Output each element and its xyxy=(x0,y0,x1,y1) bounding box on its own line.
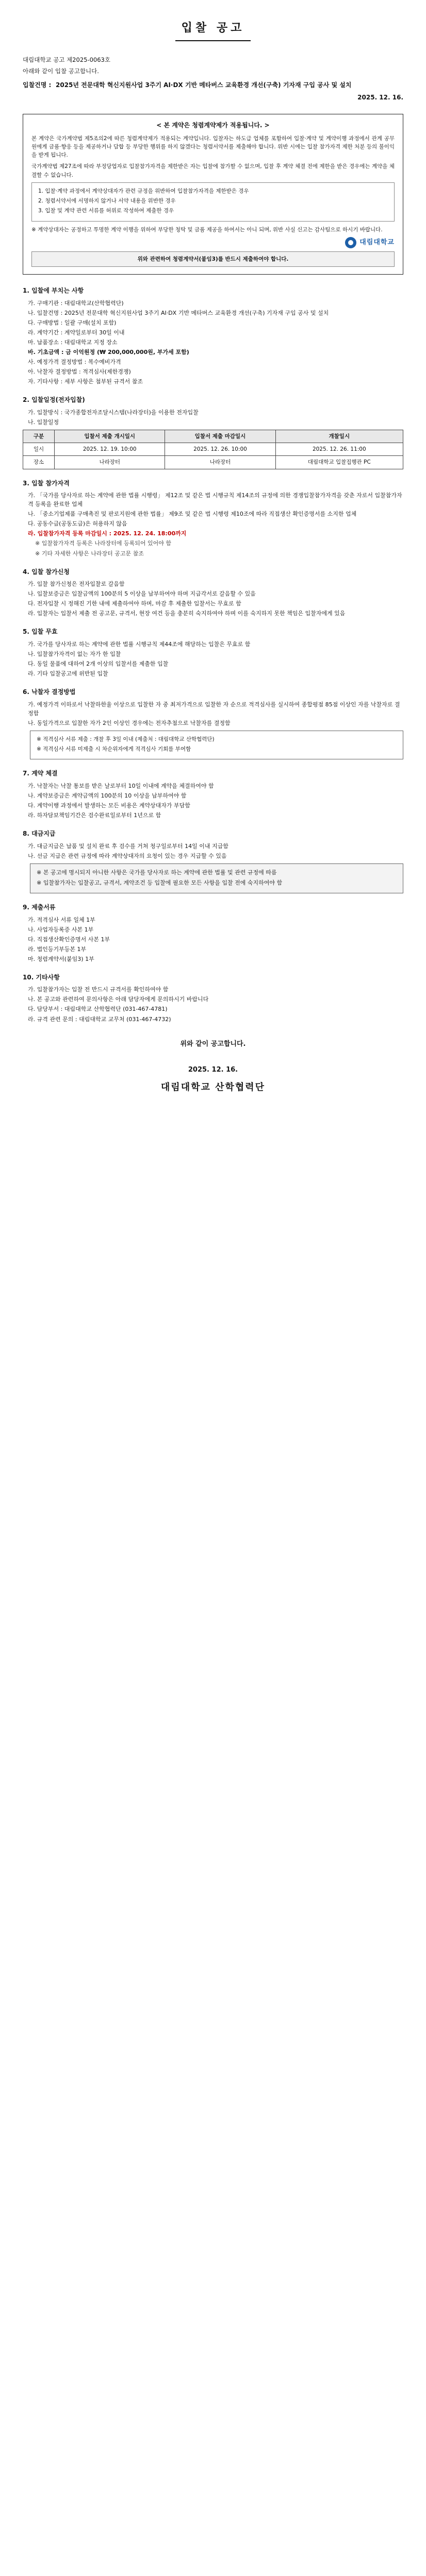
table-cell: 일시 xyxy=(23,443,55,456)
table-header-cell: 개찰일시 xyxy=(275,430,403,443)
section-6 xyxy=(23,687,403,759)
list-item: 라. 규격 관련 문의 : 대림대학교 교무처 (031-467-4732) xyxy=(28,1015,171,1023)
notice-number: 대림대학교 공고 제2025-0063호 xyxy=(23,56,110,64)
notice-inner-item: 2. 청렴서약서에 서명하지 않거나 서약 내용을 위반한 경우 xyxy=(38,198,176,205)
list-item: 나. 입찰참가자격이 없는 자가 한 입찰 xyxy=(28,651,121,657)
section-title: 6. 낙찰자 결정방법 xyxy=(23,688,76,696)
section-title: 4. 입찰 참가신청 xyxy=(23,568,70,575)
notice-title: < 본 계약은 청렴계약제가 적용됩니다. > xyxy=(156,121,270,129)
notice-warning: 위와 관련하여 청렴계약서(붙임3)를 반드시 제출하여야 합니다. xyxy=(31,251,395,267)
list-item: 아. 낙찰자 결정방법 : 적격심사(제한경쟁) xyxy=(28,368,131,376)
list-item: 나. 선금 지급은 관련 규정에 따라 계약상대자의 요청이 있는 경우 지급할 수 있음 xyxy=(28,852,227,859)
table-cell: 2025. 12. 26. 11:00 xyxy=(275,443,403,456)
list-item: 나. 본 공고와 관련하여 문의사항은 아래 담당자에게 문의하시기 바랍니다 xyxy=(28,996,209,1003)
section-title: 7. 계약 체결 xyxy=(23,770,58,777)
table-header-cell: 입찰서 제출 개시일시 xyxy=(55,430,165,443)
section-title: 5. 입찰 무효 xyxy=(23,628,58,636)
box-line: ※ 적격심사 서류 제출 : 개찰 후 3일 이내 (제출처 : 대림대학교 산학협력단) xyxy=(37,736,215,742)
list-item: 나. 입찰보증금은 입찰금액의 100분의 5 이상을 납부하여야 하며 지급각서로 갈음할 수 있음 xyxy=(28,590,256,598)
notice-paragraph-1: 본 계약은 국가계약법 제5조의2에 따른 청렴계약제가 적용되는 계약입니다. 입찰자는 하도급 업체를 포함하여 입찰·계약 및 계약이행 과정에서 관계 공무원에게 금품·향응 등을 제공하거나 담합 등 부당한 행위를 하지 않겠다는 청렴서약서를 제출해야 합니다. 위반 시에는 입찰 참가자격 제한 처분 등의 불이익을 받게 됩니다. xyxy=(31,135,395,159)
table-header-cell: 구분 xyxy=(23,430,55,443)
header-block xyxy=(23,56,403,103)
note-item: ※ 기타 자세한 사항은 나라장터 공고문 참조 xyxy=(35,550,144,557)
list-item: 다. 계약이행 과정에서 발생하는 모든 비용은 계약상대자가 부담함 xyxy=(28,802,190,809)
box-line: ※ 적격심사 서류 미제출 시 차순위자에게 적격심사 기회를 부여함 xyxy=(37,746,191,753)
section-9 xyxy=(23,903,403,963)
list-item: 다. 전자입찰 시 정해진 기한 내에 제출하여야 하며, 마감 후 제출한 입찰서는 무효로 함 xyxy=(28,600,241,607)
table-row xyxy=(23,456,403,469)
subject-label: 입찰건명 : xyxy=(23,81,52,89)
integrity-notice-box xyxy=(23,114,403,275)
notice-inner-list xyxy=(31,182,395,222)
table-cell: 나라장터 xyxy=(55,456,165,469)
list-item: 다. 담당부서 : 대림대학교 산학협력단 (031-467-4781) xyxy=(28,1006,168,1013)
section-title: 1. 입찰에 부치는 사항 xyxy=(23,287,84,295)
list-item: 가. 구매기관 : 대림대학교(산학협력단) xyxy=(28,299,124,307)
schedule-table xyxy=(23,430,403,469)
university-logo-text: 대림대학교 xyxy=(359,238,395,246)
university-logo-icon xyxy=(345,237,356,248)
section-3 xyxy=(23,479,403,558)
section-5 xyxy=(23,627,403,678)
table-cell: 장소 xyxy=(23,456,55,469)
page xyxy=(0,0,426,1126)
list-item: 다. 구매방법 : 일괄 구매(설치 포함) xyxy=(28,319,117,326)
section-8 xyxy=(23,829,403,893)
notice-box-small xyxy=(30,731,403,760)
section-title: 10. 기타사항 xyxy=(23,973,60,981)
subject-row xyxy=(23,80,403,90)
list-item: 라. 계약기간 : 계약일로부터 30일 이내 xyxy=(28,329,125,336)
note-item: ※ 입찰참가자격 등록은 나라장터에 등록되어 있어야 함 xyxy=(35,540,171,547)
table-header-row xyxy=(23,430,403,443)
list-item: 가. 예정가격 이하로서 낙찰하한율 이상으로 입찰한 자 중 최저가격으로 입찰한 자 순으로 적격심사를 실시하여 종합평점 85점 이상인 자를 낙찰자로 결정함 xyxy=(28,701,400,717)
section-2 xyxy=(23,395,403,469)
list-item: 라. 하자담보책임기간은 검수완료일로부터 1년으로 함 xyxy=(28,812,161,819)
list-item: 가. 적격심사 서류 일체 1부 xyxy=(28,916,95,923)
notice-paragraph-3: ※ 계약상대자는 공정하고 투명한 계약 이행을 위하여 부당한 청탁 및 금품 제공을 하여서는 아니 되며, 위반 사실 신고는 감사팀으로 하시기 바랍니다. xyxy=(31,226,383,233)
table-cell: 대림대학교 입찰집행관 PC xyxy=(275,456,403,469)
notice-inner-item: 3. 입찰 및 계약 관련 서류를 허위로 작성하여 제출한 경우 xyxy=(38,208,174,214)
list-item: 마. 청렴계약서(붙임3) 1부 xyxy=(28,955,94,962)
footer-organization: 대림대학교 산학협력단 xyxy=(160,1081,266,1093)
section-title: 8. 대금지급 xyxy=(23,830,56,838)
list-item: 가. 입찰참가자는 입찰 전 반드시 규격서를 확인하여야 함 xyxy=(28,986,169,993)
list-item: 가. 대금지급은 납품 및 설치 완료 후 검수를 거쳐 청구일로부터 14일 이내 지급함 xyxy=(28,842,228,850)
list-item: 가. 낙찰자는 낙찰 통보를 받은 날로부터 10일 이내에 계약을 체결하여야 함 xyxy=(28,783,214,789)
list-item: 나. 사업자등록증 사본 1부 xyxy=(28,926,94,933)
list-item: 라. 기타 입찰공고에 위반된 입찰 xyxy=(28,670,108,677)
list-item: 라. 입찰참가자격 등록 마감일시 : 2025. 12. 24. 18:00까지 xyxy=(28,530,187,537)
list-item: 가. 입찰 참가신청은 전자입찰로 갈음함 xyxy=(28,581,125,588)
list-item: 사. 예정가격 결정방법 : 복수예비가격 xyxy=(28,359,121,366)
list-item: 가. 입찰방식 : 국가종합전자조달시스템(나라장터)을 이용한 전자입찰 xyxy=(28,409,199,416)
intro-text: 아래와 같이 입찰 공고합니다. xyxy=(23,67,99,75)
section-4 xyxy=(23,567,403,618)
header-date: 2025. 12. 16. xyxy=(357,94,403,101)
section-10 xyxy=(23,973,403,1024)
list-item: 다. 동일 물품에 대하여 2개 이상의 입찰서를 제출한 입찰 xyxy=(28,660,169,668)
section-title: 9. 제출서류 xyxy=(23,903,56,911)
gray-notice-box xyxy=(30,863,403,893)
closing-text: 위와 같이 공고합니다. xyxy=(180,1040,246,1048)
list-item: 나. 동일가격으로 입찰한 자가 2인 이상인 경우에는 전자추첨으로 낙찰자를 결정함 xyxy=(28,719,231,726)
table-row xyxy=(23,443,403,456)
list-item: 자. 기타사항 : 세부 사항은 첨부된 규격서 참조 xyxy=(28,378,143,385)
list-item: 다. 공동수급(공동도급)은 허용하지 않음 xyxy=(28,520,127,528)
section-title: 3. 입찰 참가자격 xyxy=(23,479,70,487)
list-item: 가. 「국가를 당사자로 하는 계약에 관한 법률 시행령」 제12조 및 같은 법 시행규칙 제14조의 규정에 의한 경쟁입찰참가자격을 갖춘 자로서 입찰참가자격 등록을 완료한 업체 xyxy=(28,492,402,508)
title-wrap xyxy=(23,19,403,41)
footer-date: 2025. 12. 16. xyxy=(188,1065,238,1074)
section-title: 2. 입찰일정(전자입찰) xyxy=(23,396,85,404)
subject-text: 2025년 전문대학 혁신지원사업 3주기 AI·DX 기반 메타버스 교육환경 개선(구축) 기자재 구입 공사 및 설치 xyxy=(56,81,352,89)
section-7 xyxy=(23,769,403,820)
section-1 xyxy=(23,286,403,386)
table-cell: 2025. 12. 26. 10:00 xyxy=(165,443,275,456)
list-item: 나. 입찰일정 xyxy=(28,418,59,426)
logo-row xyxy=(31,237,395,248)
list-item: 라. 입찰자는 입찰서 제출 전 공고문, 규격서, 현장 여건 등을 충분히 숙지하여야 하며 이를 숙지하지 못한 책임은 입찰자에게 있음 xyxy=(28,610,346,617)
list-item: 바. 기초금액 : 금 이억원정 (₩ 200,000,000원, 부가세 포함) xyxy=(28,348,189,355)
page-title: 입찰 공고 xyxy=(175,19,251,41)
list-item: 나. 계약보증금은 계약금액의 100분의 10 이상을 납부하여야 함 xyxy=(28,792,187,800)
list-item: 마. 납품장소 : 대림대학교 지정 장소 xyxy=(28,338,118,346)
table-cell: 나라장터 xyxy=(165,456,275,469)
list-item: 다. 직접생산확인증명서 사본 1부 xyxy=(28,936,110,943)
table-cell: 2025. 12. 19. 10:00 xyxy=(55,443,165,456)
table-header-cell: 입찰서 제출 마감일시 xyxy=(165,430,275,443)
list-item: 가. 국가를 당사자로 하는 계약에 관한 법률 시행규칙 제44조에 해당하는 입찰은 무효로 함 xyxy=(28,640,251,648)
box-line: ※ 본 공고에 명시되지 아니한 사항은 국가를 당사자로 하는 계약에 관한 법률 및 관련 규정에 따름 xyxy=(37,869,277,876)
list-item: 나. 입찰건명 : 2025년 전문대학 혁신지원사업 3주기 AI·DX 기반 메타버스 교육환경 개선(구축) 기자재 구입 공사 및 설치 xyxy=(28,309,329,316)
notice-inner-item: 1. 입찰·계약 과정에서 계약상대자가 관련 규정을 위반하여 입찰참가자격을 제한받은 경우 xyxy=(38,188,249,194)
list-item: 나. 「중소기업제품 구매촉진 및 판로지원에 관한 법률」 제9조 및 같은 법 시행령 제10조에 따라 직접생산 확인증명서를 소지한 업체 xyxy=(28,511,357,518)
list-item: 라. 법인등기부등본 1부 xyxy=(28,945,87,953)
notice-paragraph-2: 국가계약법 제27조에 따라 부정당업자로 입찰참가자격을 제한받은 자는 입찰에 참가할 수 없으며, 입찰 후 계약 체결 전에 제한을 받은 경우에는 계약을 체결할 수 없습니다. xyxy=(31,163,395,178)
box-line: ※ 입찰참가자는 입찰공고, 규격서, 계약조건 등 입찰에 필요한 모든 사항을 입찰 전에 숙지하여야 함 xyxy=(37,879,283,886)
